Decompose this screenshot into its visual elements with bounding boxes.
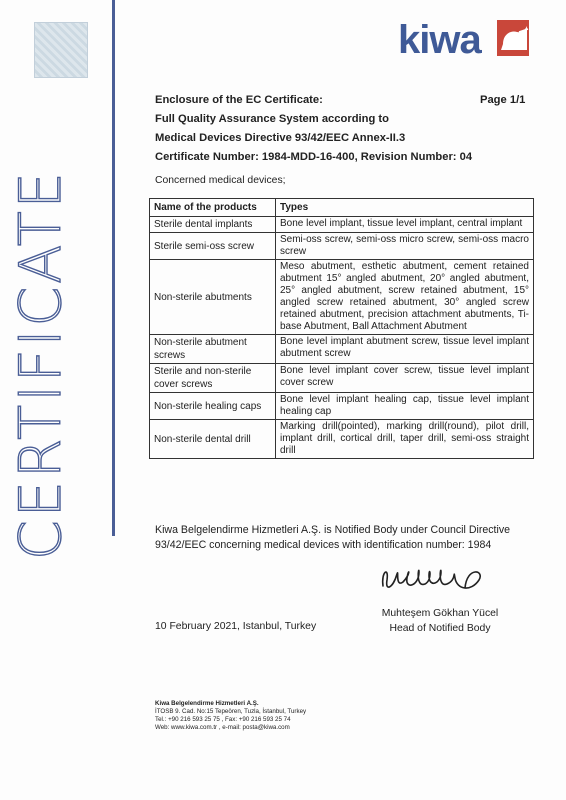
product-name: Non-sterile healing caps: [150, 393, 276, 420]
table-header-row: [150, 199, 534, 217]
signature-image: [375, 558, 495, 607]
column-header-name: Name of the products: [150, 199, 276, 217]
footer-web: Web: www.kiwa.com.tr , e-mail: posta@kiwa.com: [155, 724, 290, 731]
date-place: 10 February 2021, Istanbul, Turkey: [155, 621, 317, 632]
product-name: Non-sterile abutments: [150, 260, 276, 335]
hologram-seal: [34, 22, 88, 78]
product-types: Bone level implant abutment screw, tissue level implant abutment screw: [276, 335, 534, 364]
signatory-title: Head of Notified Body: [389, 623, 491, 634]
footer-address-line: İTOSB 9. Cad. No:15 Tepeören, Tuzla, İstanbul, Turkey: [155, 708, 307, 715]
product-types: Bone level implant, tissue level implant, central implant: [276, 217, 534, 233]
product-name: Sterile and non-sterile cover screws: [150, 364, 276, 393]
signatory-block: [380, 606, 500, 636]
table-row: [150, 364, 534, 393]
header-line-4: Certificate Number: 1984-MDD-16-400, Revision Number: 04: [155, 151, 473, 163]
product-types: Semi-oss screw, semi-oss micro screw, semi-oss macro screw: [276, 233, 534, 260]
product-name: Sterile semi-oss screw: [150, 233, 276, 260]
table-row: [150, 335, 534, 364]
signatory-name: Muhteşem Gökhan Yücel: [381, 608, 499, 619]
header-line-3: Medical Devices Directive 93/42/EEC Annex-II.3: [155, 132, 406, 144]
column-header-types: Types: [276, 199, 534, 217]
product-types: Marking drill(pointed), marking drill(round), pilot drill, implant drill, cortical drill, taper drill, semi-oss straight drill: [276, 420, 534, 459]
product-name: Sterile dental implants: [150, 217, 276, 233]
product-name: Non-sterile dental drill: [150, 420, 276, 459]
certificate-side-title: CERTIFICATE: [8, 169, 74, 560]
product-types: Meso abutment, esthetic abutment, cement retained abutment 15° angled abutment, 20° angled abutment, 25° angled abutment, screw retained abutment, 15° angled screw retained abutment, 30° angled screw retained abutment, precision attachment abutments, Ti-base Abutment, Ball Attachment Abutment: [276, 260, 534, 335]
product-types: Bone level implant cover screw, tissue level implant cover screw: [276, 364, 534, 393]
table-row: [150, 260, 534, 335]
footer-phone: Tel.: +90 216 593 25 75 , Fax: +90 216 593 25 74: [155, 716, 291, 723]
header-line-1: Enclosure of the EC Certificate:: [155, 94, 323, 106]
concerned-devices-label: Concerned medical devices;: [155, 175, 286, 186]
table-row: [150, 233, 534, 260]
devices-table: [149, 198, 534, 459]
product-name: Non-sterile abutment screws: [150, 335, 276, 364]
kiwi-bird-icon: [497, 20, 529, 56]
notified-body-statement: Kiwa Belgelendirme Hizmetleri A.Ş. is Notified Body under Council Directive 93/42/EEC concerning medical devices with identification number: 1984: [155, 524, 511, 551]
footer-address: [155, 700, 306, 732]
footer-company: Kiwa Belgelendirme Hizmetleri A.Ş.: [155, 700, 259, 707]
table-row: [150, 217, 534, 233]
table-row: [150, 420, 534, 459]
product-types: Bone level implant healing cap, tissue level implant healing cap: [276, 393, 534, 420]
page-number: Page 1/1: [480, 94, 526, 106]
vertical-divider: [112, 0, 115, 536]
logo-text: kiwa: [398, 18, 481, 62]
table-row: [150, 393, 534, 420]
header-line-2: Full Quality Assurance System according to: [155, 113, 389, 125]
